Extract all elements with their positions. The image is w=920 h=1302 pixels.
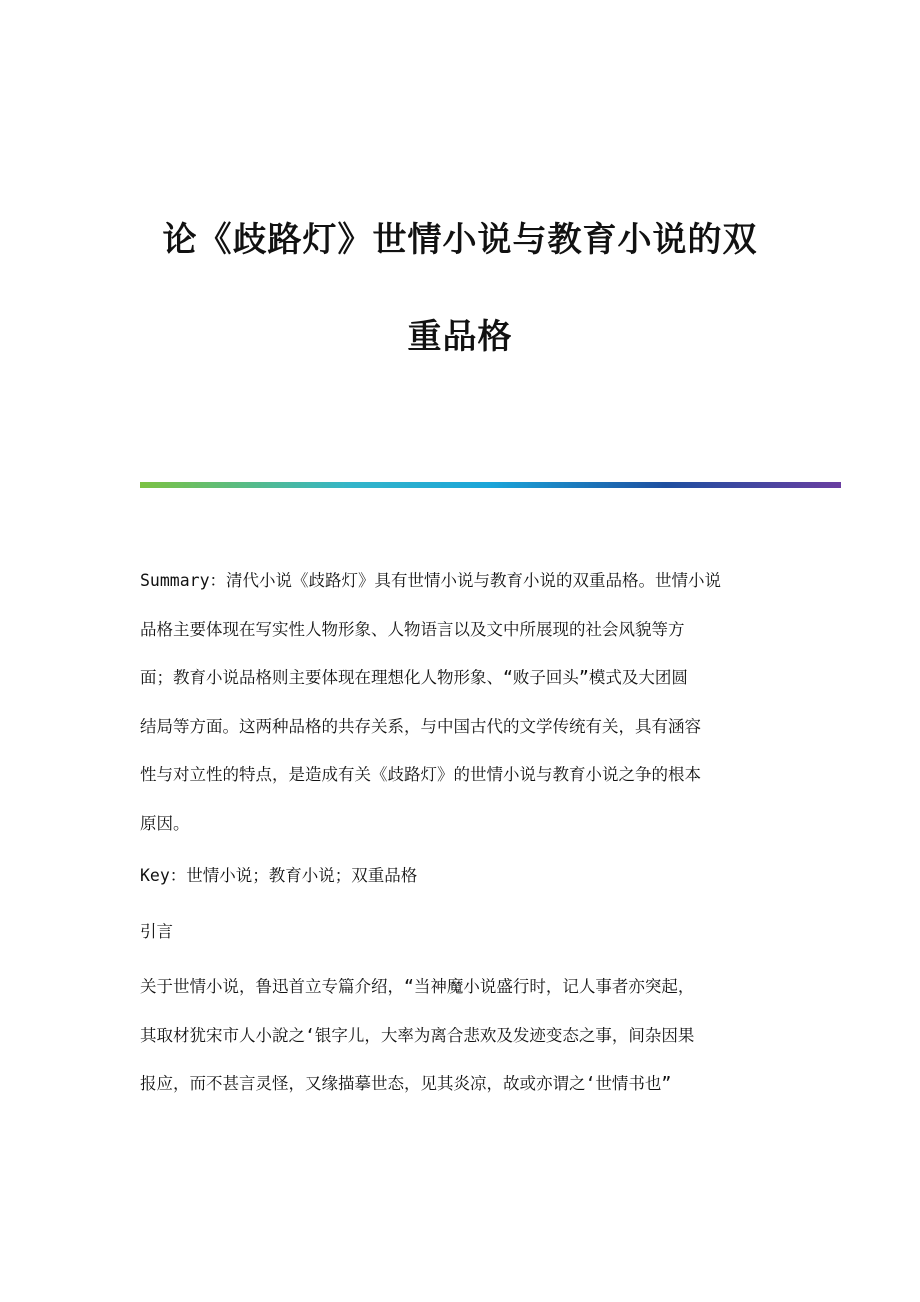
document-title-line-1: 论《歧路灯》世情小说与教育小说的双 bbox=[162, 220, 758, 260]
gradient-divider bbox=[140, 482, 841, 488]
body-line: 报应，而不甚言灵怪，又缘描摹世态，见其炎凉，故或亦谓之‘世情书也” bbox=[140, 1074, 672, 1093]
summary-paragraph bbox=[140, 557, 800, 848]
summary-line: 面；教育小说品格则主要体现在理想化人物形象、“败子回头”模式及大团圆 bbox=[140, 668, 688, 687]
summary-line: 品格主要体现在写实性人物形象、人物语言以及文中所展现的社会风貌等方 bbox=[140, 619, 685, 639]
body-line: 其取材犹宋市人小說之‘银字儿，大率为离合悲欢及发迹变态之事，间杂因果 bbox=[140, 1025, 695, 1045]
body-paragraph bbox=[140, 963, 800, 1109]
keywords-text: Key：世情小说；教育小说；双重品格 bbox=[140, 866, 418, 885]
section-heading bbox=[140, 908, 800, 957]
document-title-line-2: 重品格 bbox=[407, 317, 513, 357]
section-heading-text: 引言 bbox=[140, 922, 173, 941]
summary-line: 性与对立性的特点，是造成有关《歧路灯》的世情小说与教育小说之争的根本 bbox=[140, 765, 701, 784]
body-line: 关于世情小说，鲁迅首立专篇介绍，“当神魔小说盛行时，记人事者亦突起， bbox=[140, 977, 695, 996]
summary-line: 结局等方面。这两种品格的共存关系，与中国古代的文学传统有关，具有涵容 bbox=[140, 716, 701, 736]
keywords-line bbox=[140, 852, 800, 901]
summary-line: 原因。 bbox=[140, 813, 190, 833]
summary-line: Summary：清代小说《歧路灯》具有世情小说与教育小说的双重品格。世情小说 bbox=[140, 571, 722, 590]
